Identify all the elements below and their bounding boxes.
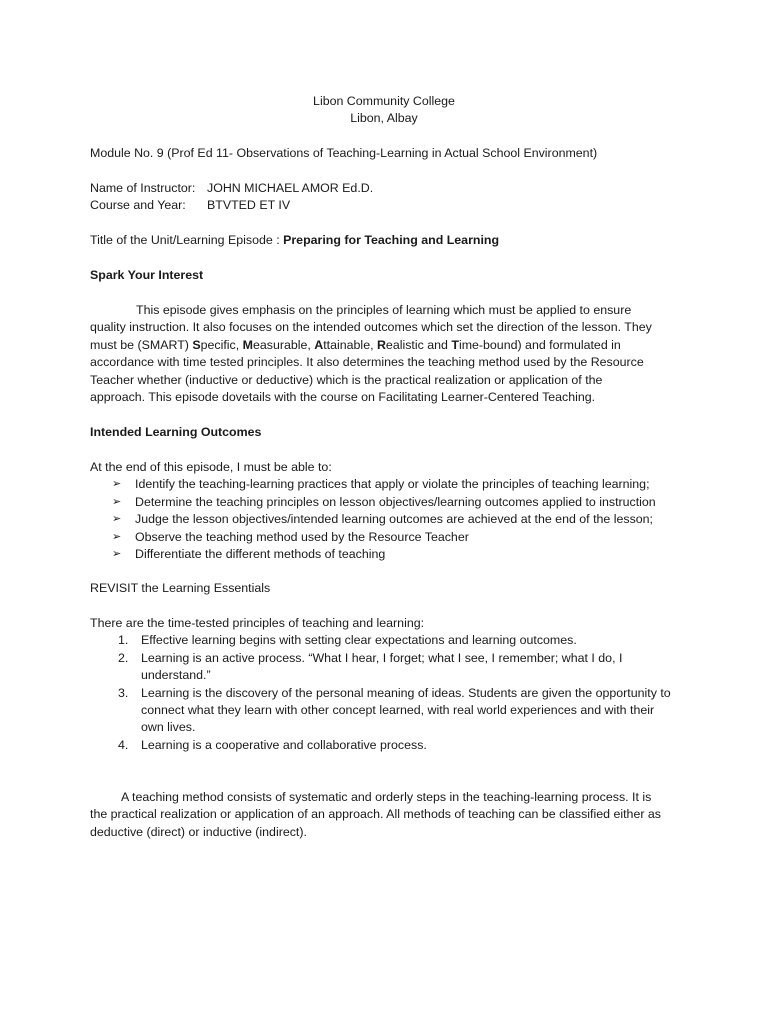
method-line-3: deductive (direct) or inductive (indirect). <box>90 824 307 839</box>
item-number: 2. <box>118 650 129 665</box>
unit-title-prefix: Title of the Unit/Learning Episode : <box>90 233 284 247</box>
spark-paragraph <box>90 302 710 406</box>
list-item <box>90 529 720 546</box>
method-line-2: the practical realization or application of an approach. All methods of teaching can be classified either as <box>90 807 661 822</box>
principle-text: Effective learning begins with setting clear expectations and learning outcomes. <box>141 633 577 648</box>
list-item <box>90 476 720 493</box>
method-line-1: A teaching method consists of systematic and orderly steps in the teaching-learning process. It is <box>121 790 652 804</box>
item-number: 3. <box>118 685 129 700</box>
smart-s-rest: pecific, <box>200 337 243 352</box>
arrow-bullet-icon: ➢ <box>112 548 122 561</box>
list-item <box>90 650 680 685</box>
outcome-text: Identify the teaching-learning practices that apply or violate the principles of teaching learning; <box>135 477 650 492</box>
list-item <box>90 494 720 511</box>
college-name: Libon Community College <box>313 94 455 108</box>
module-line: Module No. 9 (Prof Ed 11- Observations of Teaching-Learning in Actual School Environment) <box>90 146 598 160</box>
revisit-section <box>90 615 680 754</box>
revisit-intro: There are the time-tested principles of teaching and learning: <box>90 616 425 630</box>
spark-line-1: This episode gives emphasis on the principles of learning which must be applied to ensure <box>136 303 632 317</box>
smart-t: T <box>451 337 459 352</box>
spark-heading <box>90 267 690 284</box>
college-location: Libon, Albay <box>350 111 418 126</box>
spark-line-3 <box>90 337 710 354</box>
arrow-bullet-icon: ➢ <box>112 478 122 491</box>
smart-intro: must be (SMART) <box>90 337 193 352</box>
smart-a: A <box>314 337 324 352</box>
arrow-bullet-icon: ➢ <box>112 495 122 508</box>
unit-title-line <box>90 232 690 249</box>
principle-text: Learning is the discovery of the personal meaning of ideas. Students are given the opportunity to connect what they learn with other concept learned, with real world experiences and with their own lives. <box>141 685 671 735</box>
outcome-text: Determine the teaching principles on lesson objectives/learning outcomes applied to instruction <box>135 494 656 509</box>
unit-title: Preparing for Teaching and Learning <box>283 233 500 247</box>
smart-m: M <box>242 337 253 352</box>
arrow-bullet-icon: ➢ <box>112 530 122 543</box>
outcomes-heading <box>90 424 690 441</box>
list-item <box>90 511 720 528</box>
instructor-name: JOHN MICHAEL AMOR Ed.D. <box>207 181 374 195</box>
spark-heading-text: Spark Your Interest <box>90 268 204 282</box>
spark-line-5: Teacher whether (inductive or deductive) which is the practical realization or application of the <box>90 372 603 387</box>
list-item <box>90 737 680 754</box>
spark-line-2: quality instruction. It also focuses on the intended outcomes which set the direction of the lesson. They <box>90 320 652 335</box>
course-label: Course and Year: <box>90 198 186 213</box>
arrow-bullet-icon: ➢ <box>112 513 122 526</box>
outcomes-intro: At the end of this episode, I must be able to: <box>90 460 332 474</box>
instructor-row <box>90 180 690 197</box>
course-value: BTVTED ET IV <box>207 198 291 213</box>
list-item <box>90 685 680 737</box>
college-header <box>0 93 768 128</box>
outcomes-section <box>90 459 720 563</box>
outcomes-heading-text: Intended Learning Outcomes <box>90 425 262 439</box>
outcomes-list <box>90 476 720 563</box>
instructor-info <box>90 180 690 215</box>
list-item <box>90 632 680 649</box>
outcome-text: Differentiate the different methods of teaching <box>135 547 386 562</box>
smart-t-rest: ime-bound) and formulated in <box>458 337 621 352</box>
list-item <box>90 546 720 563</box>
principles-list <box>90 632 680 754</box>
revisit-heading: REVISIT the Learning Essentials <box>90 581 271 595</box>
principle-text: Learning is a cooperative and collaborative process. <box>141 737 427 752</box>
course-row <box>90 197 690 214</box>
smart-r-rest: ealistic and <box>385 337 452 352</box>
smart-m-rest: easurable, <box>252 337 315 352</box>
item-number: 1. <box>118 633 129 648</box>
instructor-label: Name of Instructor: <box>90 181 196 195</box>
smart-r: R <box>376 337 386 352</box>
item-number: 4. <box>118 737 129 752</box>
spark-line-4: accordance with time tested principles. It also determines the teaching method used by the Resource <box>90 355 644 370</box>
method-paragraph <box>90 789 710 841</box>
smart-a-rest: ttainable, <box>323 337 377 352</box>
outcome-text: Observe the teaching method used by the Resource Teacher <box>135 529 469 544</box>
smart-s: S <box>192 337 201 352</box>
principle-text: Learning is an active process. “What I hear, I forget; what I see, I remember; what I do, I understand.” <box>141 650 623 683</box>
outcome-text: Judge the lesson objectives/intended learning outcomes are achieved at the end of the lesson; <box>135 512 653 527</box>
spark-line-6: approach. This episode dovetails with the course on Facilitating Learner-Centered Teaching. <box>90 390 596 405</box>
